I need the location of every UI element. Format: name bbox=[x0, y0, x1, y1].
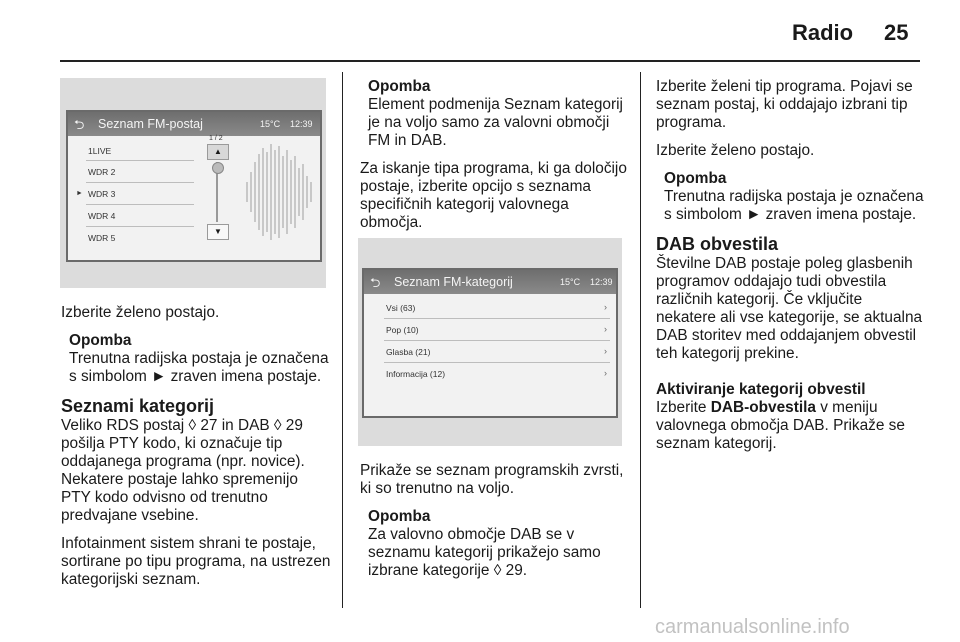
paragraph: Številne DAB postaje poleg glasbenih programov oddajajo tudi obvestila različnih kategorij. Če vključite nekatere ali vse kategorije, se aktualna DAB storitev med oddajanjem obvestil teh kategorij prekine. bbox=[656, 255, 923, 362]
row-divider bbox=[384, 340, 610, 341]
fm-category-list-screenshot bbox=[358, 238, 622, 446]
row-divider bbox=[384, 362, 610, 363]
column-divider-1 bbox=[342, 72, 343, 608]
chevron-right-icon: › bbox=[604, 346, 607, 356]
station-item[interactable]: WDR 3 bbox=[88, 189, 116, 199]
paragraph: Prikaže se seznam programskih zvrsti, ki so trenutno na voljo. bbox=[360, 462, 624, 497]
clock-readout: 12:39 bbox=[290, 119, 313, 129]
row-divider bbox=[86, 204, 194, 205]
page-indicator: 1 / 2 bbox=[209, 135, 223, 142]
back-arrow-icon[interactable]: ⮌ bbox=[370, 275, 381, 290]
watermark: carmanualsonline.info bbox=[655, 616, 850, 638]
chevron-right-icon: › bbox=[604, 324, 607, 334]
station-item[interactable]: WDR 2 bbox=[88, 167, 116, 177]
temperature-readout: 15°C bbox=[260, 119, 281, 129]
category-item[interactable]: Vsi (63) bbox=[386, 303, 416, 313]
menu-option-name: DAB-obvestila bbox=[710, 399, 816, 416]
note-text: Za valovno območje DAB se v seznamu kategorij prikažejo samo izbrane kategorije ◊ 29. bbox=[368, 526, 601, 579]
note-title: Opomba bbox=[664, 170, 727, 187]
paragraph: Za iskanje tipa programa, ki ga določijo postaje, izberite opcijo s seznama specifičnih kategorij valovnega območja. bbox=[360, 160, 627, 231]
row-divider bbox=[384, 318, 610, 319]
back-arrow-icon[interactable]: ⮌ bbox=[74, 117, 85, 132]
column-1-text bbox=[61, 304, 331, 599]
note-block bbox=[664, 170, 926, 224]
header-rule bbox=[60, 60, 920, 62]
chevron-right-icon: › bbox=[604, 368, 607, 378]
note-text: Trenutna radijska postaja je označena s simbolom ► zraven imena postaje. bbox=[664, 188, 924, 223]
station-item[interactable]: WDR 4 bbox=[88, 211, 116, 221]
section-heading: DAB obvestila bbox=[656, 234, 779, 254]
paragraph: Veliko RDS postaj ◊ 27 in DAB ◊ 29 pošilja PTY kodo, ki označuje tip oddajanega programa (npr. novice). Nekatere postaje lahko spremenijo PTY kodo odvisno od trenutno predvajane vsebine. bbox=[61, 417, 305, 524]
note-block bbox=[368, 78, 630, 150]
scroll-down-button[interactable]: ▼ bbox=[207, 224, 229, 240]
row-divider bbox=[86, 226, 194, 227]
subsection-heading: Aktiviranje kategorij obvestil bbox=[656, 381, 866, 398]
station-item[interactable]: WDR 5 bbox=[88, 233, 116, 243]
paragraph: Izberite želeno postajo. bbox=[61, 304, 220, 321]
temperature-readout: 15°C bbox=[560, 277, 581, 287]
clock-readout: 12:39 bbox=[590, 277, 613, 287]
screen-display bbox=[66, 110, 322, 262]
page-section-title: Radio bbox=[792, 20, 854, 45]
paragraph: Izberite želeni tip programa. Pojavi se seznam postaj, ki oddajajo izbrani tip programa. bbox=[656, 78, 913, 131]
text-run: v meniju valovnega območja DAB. Prikaže se seznam kategorij. bbox=[656, 399, 905, 452]
note-block bbox=[69, 332, 331, 386]
column-divider-2 bbox=[640, 72, 641, 608]
screen-title: Seznam FM-postaj bbox=[98, 117, 203, 131]
category-item[interactable]: Pop (10) bbox=[386, 325, 419, 335]
screen-title-bar bbox=[68, 112, 320, 136]
paragraph: Infotainment sistem shrani te postaje, sortirane po tipu programa, na ustrezen kategorijski seznam. bbox=[61, 535, 331, 588]
screen-title-bar bbox=[364, 270, 616, 294]
scroll-up-button[interactable]: ▲ bbox=[207, 144, 229, 160]
row-divider bbox=[86, 160, 194, 161]
note-title: Opomba bbox=[368, 78, 431, 95]
paragraph bbox=[656, 399, 926, 453]
note-text: Trenutna radijska postaja je označena s simbolom ► zraven imena postaje. bbox=[69, 350, 329, 385]
note-title: Opomba bbox=[368, 508, 431, 525]
scroll-thumb[interactable] bbox=[212, 162, 224, 174]
station-item[interactable]: 1LIVE bbox=[88, 146, 112, 156]
row-divider bbox=[86, 182, 194, 183]
text-run: Izberite bbox=[656, 399, 711, 416]
fm-station-list-screenshot bbox=[60, 78, 326, 288]
section-heading: Seznami kategorij bbox=[61, 396, 215, 416]
column-2-text-bottom bbox=[360, 462, 630, 590]
screen-display bbox=[362, 268, 618, 418]
column-2-text-top bbox=[360, 78, 630, 242]
chevron-right-icon: › bbox=[604, 302, 607, 312]
note-title: Opomba bbox=[69, 332, 132, 349]
paragraph: Izberite želeno postajo. bbox=[656, 142, 815, 159]
note-text: Element podmenija Seznam kategorij je na voljo samo za valovni območji FM in DAB. bbox=[368, 96, 623, 149]
screen-title: Seznam FM-kategorij bbox=[394, 275, 513, 289]
current-station-marker-icon: ► bbox=[76, 190, 83, 197]
category-item[interactable]: Glasba (21) bbox=[386, 347, 431, 357]
category-item[interactable]: Informacija (12) bbox=[386, 369, 446, 379]
page-number: 25 bbox=[884, 20, 909, 45]
column-3-text bbox=[656, 78, 926, 463]
note-block bbox=[368, 508, 630, 580]
